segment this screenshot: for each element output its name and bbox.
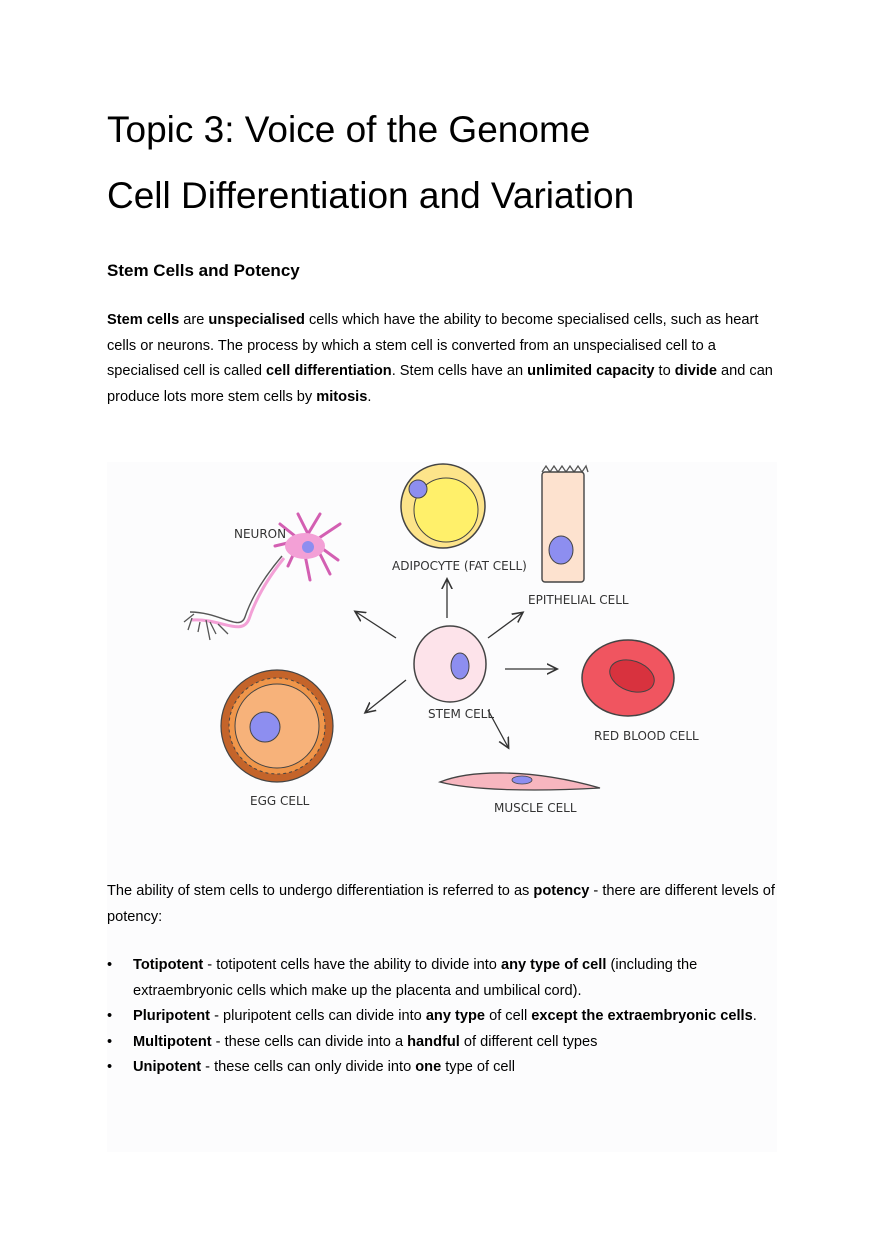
section-heading: Stem Cells and Potency (107, 261, 300, 280)
neuron-cell (184, 514, 340, 640)
epithelial-body (542, 472, 584, 582)
epithelial-nucleus (549, 536, 573, 564)
neuron-nucleus (302, 541, 314, 553)
adipocyte-nucleus (409, 480, 427, 498)
bullet-icon: • (107, 957, 113, 973)
stem-cell-diagram (170, 462, 730, 832)
epithelial-cell (528, 466, 629, 607)
page-title: Topic 3: Voice of the Genome (107, 109, 591, 150)
bullet-icon: • (107, 1033, 113, 1050)
page-subtitle: Cell Differentiation and Variation (107, 175, 635, 216)
arrow-to-neuron (356, 612, 396, 638)
potency-list (107, 953, 777, 1081)
arrow-to-muscle (488, 710, 508, 747)
label-red-blood: RED BLOOD CELL (594, 729, 699, 743)
egg-cell (221, 670, 333, 808)
arrow-to-egg (366, 680, 406, 712)
muscle-cell (440, 773, 600, 815)
arrow-to-epithelial (488, 613, 522, 638)
list-item-pluripotent: • Pluripotent - pluripotent cells can divide into any type of cell except the extraembryonic cells. (107, 1004, 777, 1030)
list-item-totipotent: • Totipotent - totipotent cells have the ability to divide into any type of cell (including the extraembryonic cells which make up the placenta and umbilical cord). (107, 953, 777, 1004)
bullet-icon: • (107, 1059, 113, 1076)
stem-cell (414, 626, 494, 721)
label-stem: STEM CELL (428, 707, 495, 721)
muscle-nucleus (512, 776, 532, 784)
bullet-icon: • (107, 1008, 113, 1025)
list-item-unipotent: • Unipotent - these cells can only divide into one type of cell (107, 1055, 777, 1081)
label-muscle: MUSCLE CELL (494, 801, 577, 815)
egg-nucleus (250, 712, 280, 742)
intro-paragraph: Stem cells are unspecialised cells which have the ability to become specialised cells, such as heart cells or neurons. The process by which a stem cell is converted from an unspecialised cell to a specialised cell is called cell differentiation. Stem cells have an unlimited capacity to divide and can produce lots more stem cells by mitosis. (107, 312, 773, 405)
label-adipocyte: ADIPOCYTE (FAT CELL) (392, 559, 527, 573)
label-neuron: NEURON (234, 527, 287, 541)
potency-intro-paragraph: The ability of stem cells to undergo differentiation is referred to as potency - there are different levels of potency: (107, 883, 775, 925)
stem-cell-body (414, 626, 486, 702)
label-epithelial: EPITHELIAL CELL (528, 593, 629, 607)
label-egg: EGG CELL (250, 794, 310, 808)
adipocyte-cell (392, 464, 527, 573)
red-blood-cell (582, 640, 699, 743)
stem-cell-nucleus (451, 653, 469, 679)
list-item-multipotent: • Multipotent - these cells can divide into a handful of different cell types (107, 1030, 777, 1056)
